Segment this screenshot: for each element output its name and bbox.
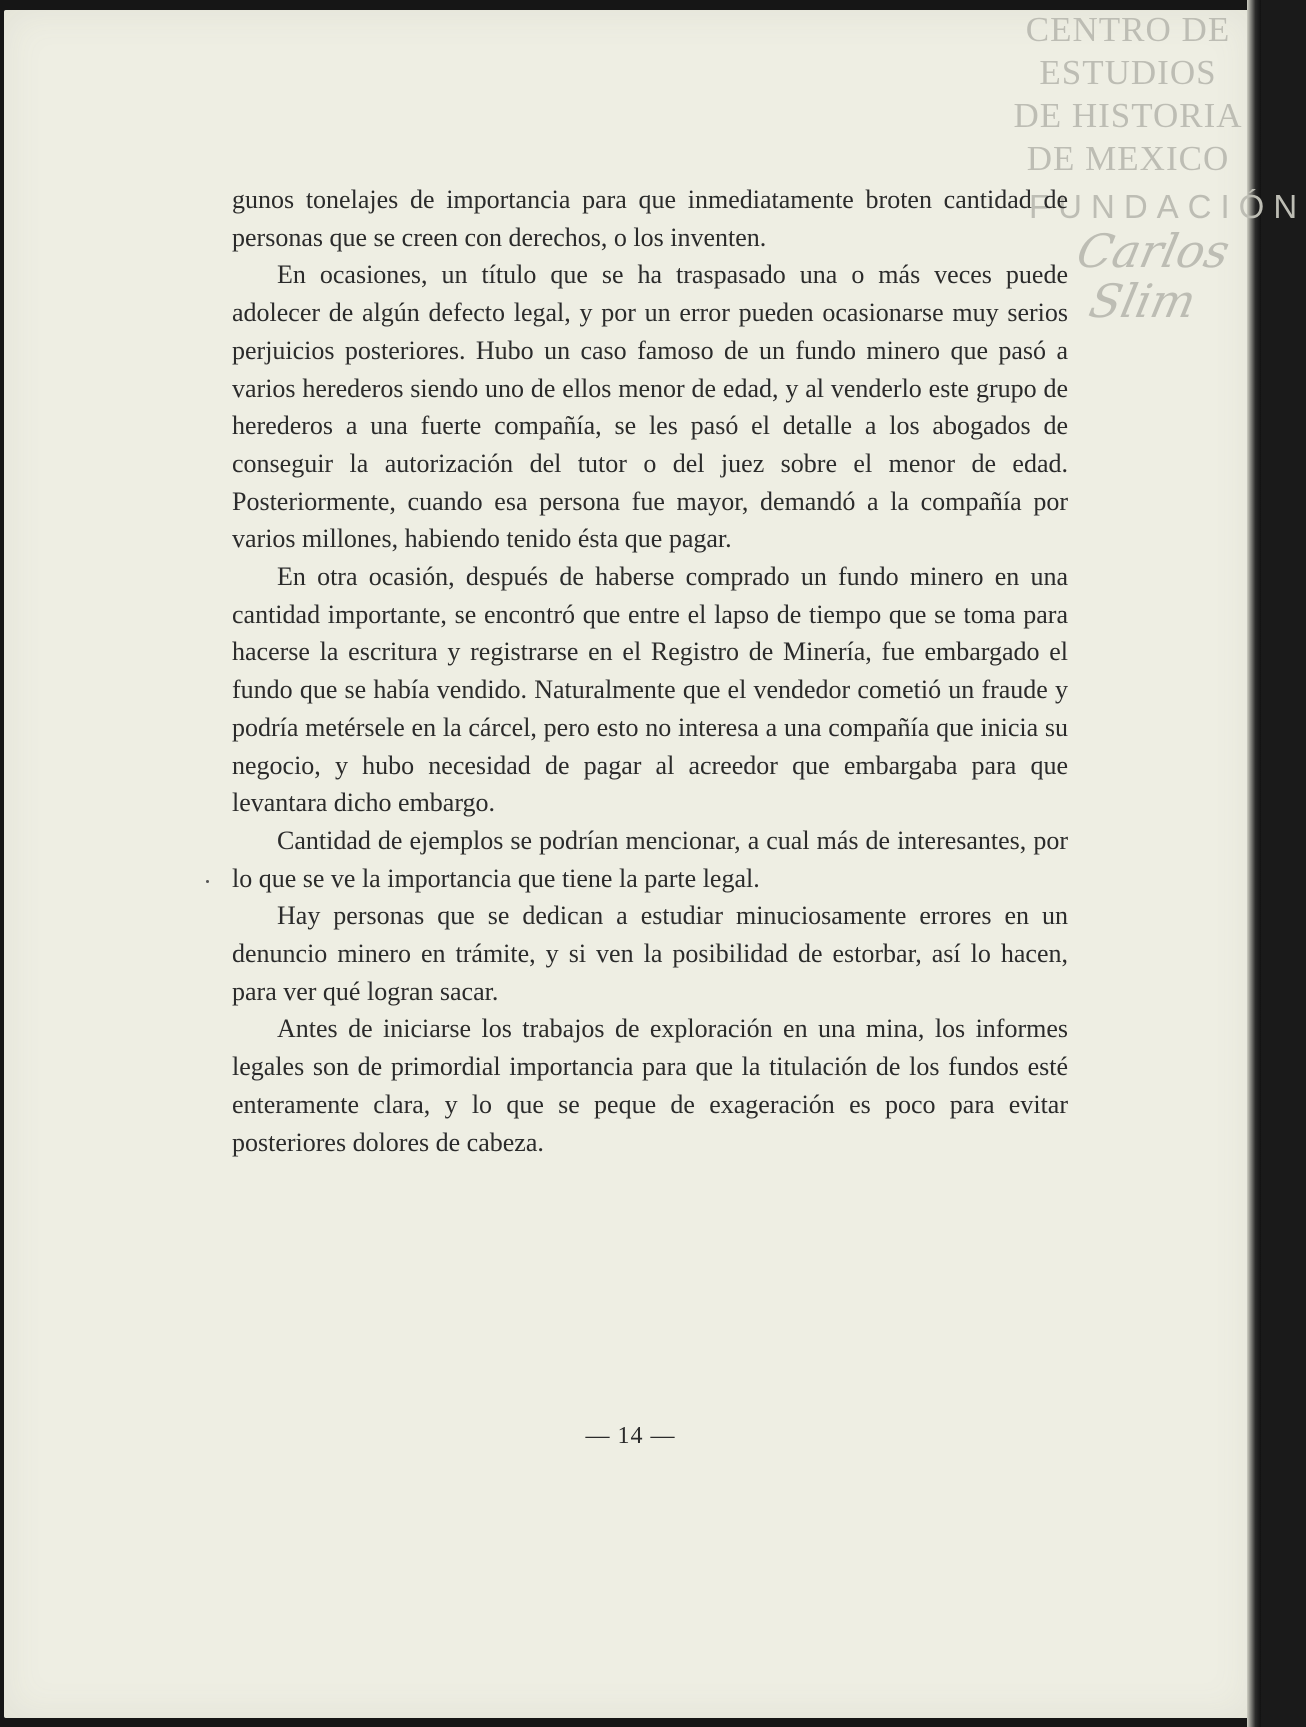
watermark-fundacion: FUNDACIÓN [1029, 188, 1306, 225]
body-text [232, 181, 1068, 1161]
paragraph-2: En ocasiones, un título que se ha traspasado una o más veces puede adolecer de algún defecto legal, y por un error pueden ocasionarse muy serios perjuicios posteriores. Hubo un caso famoso de un fundo minero que pasó a varios herederos siendo uno de ellos menor de edad, y al venderlo este grupo de herederos a una fuerte compañía, se les pasó el detalle a los abogados de conseguir la autorización del tutor o del juez sobre el menor de edad. Posteriormente, cuando esa persona fue mayor, demandó a la compañía por varios millones, habiendo tenido ésta que pagar. [232, 260, 1068, 554]
watermark-signature: Carlos Slim [1072, 224, 1235, 328]
paragraph-1: gunos tonelajes de importancia para que inmediatamente broten cantidad de personas que se creen con derechos, o los inventen. [232, 185, 1068, 252]
paragraph-5: Hay personas que se dedican a estudiar minuciosamente errores en un denuncio minero en trámite, y si ven la posibilidad de estorbar, así lo hacen, para ver qué logran sacar. [232, 901, 1068, 1006]
watermark-line-1: CENTRO DE [1025, 10, 1231, 49]
paragraph-6: Antes de iniciarse los trabajos de exploración en una mina, los informes legales son de primordial importancia para que la titulación de los fundos esté enteramente clara, y lo que se peque de exageración es poco para evitar posteriores dolores de cabeza. [232, 1014, 1068, 1157]
margin-mark [206, 880, 209, 883]
paragraph-3: En otra ocasión, después de haberse comprado un fundo minero en una cantidad importante, se encontró que entre el lapso de tiempo que se toma para hacerse la escritura y registrarse en el Registro de Minería, fue embargado el fundo que se había vendido. Naturalmente que el vendedor cometió un fraude y podría metérsele en la cárcel, pero esto no interesa a una compañía que inicia su negocio, y hubo necesidad de pagar al acreedor que embargaba para que levantara dicho embargo. [232, 562, 1068, 818]
page-number: — 14 — [585, 1423, 676, 1449]
watermark-line-2: ESTUDIOS [1039, 53, 1217, 92]
watermark-line-4: DE MEXICO [1026, 139, 1230, 178]
paragraph-4: Cantidad de ejemplos se podrían mencionar, a cual más de interesantes, por lo que se ve la importancia que tiene la parte legal. [232, 825, 1068, 893]
watermark-line-3: DE HISTORIA [1013, 96, 1243, 135]
